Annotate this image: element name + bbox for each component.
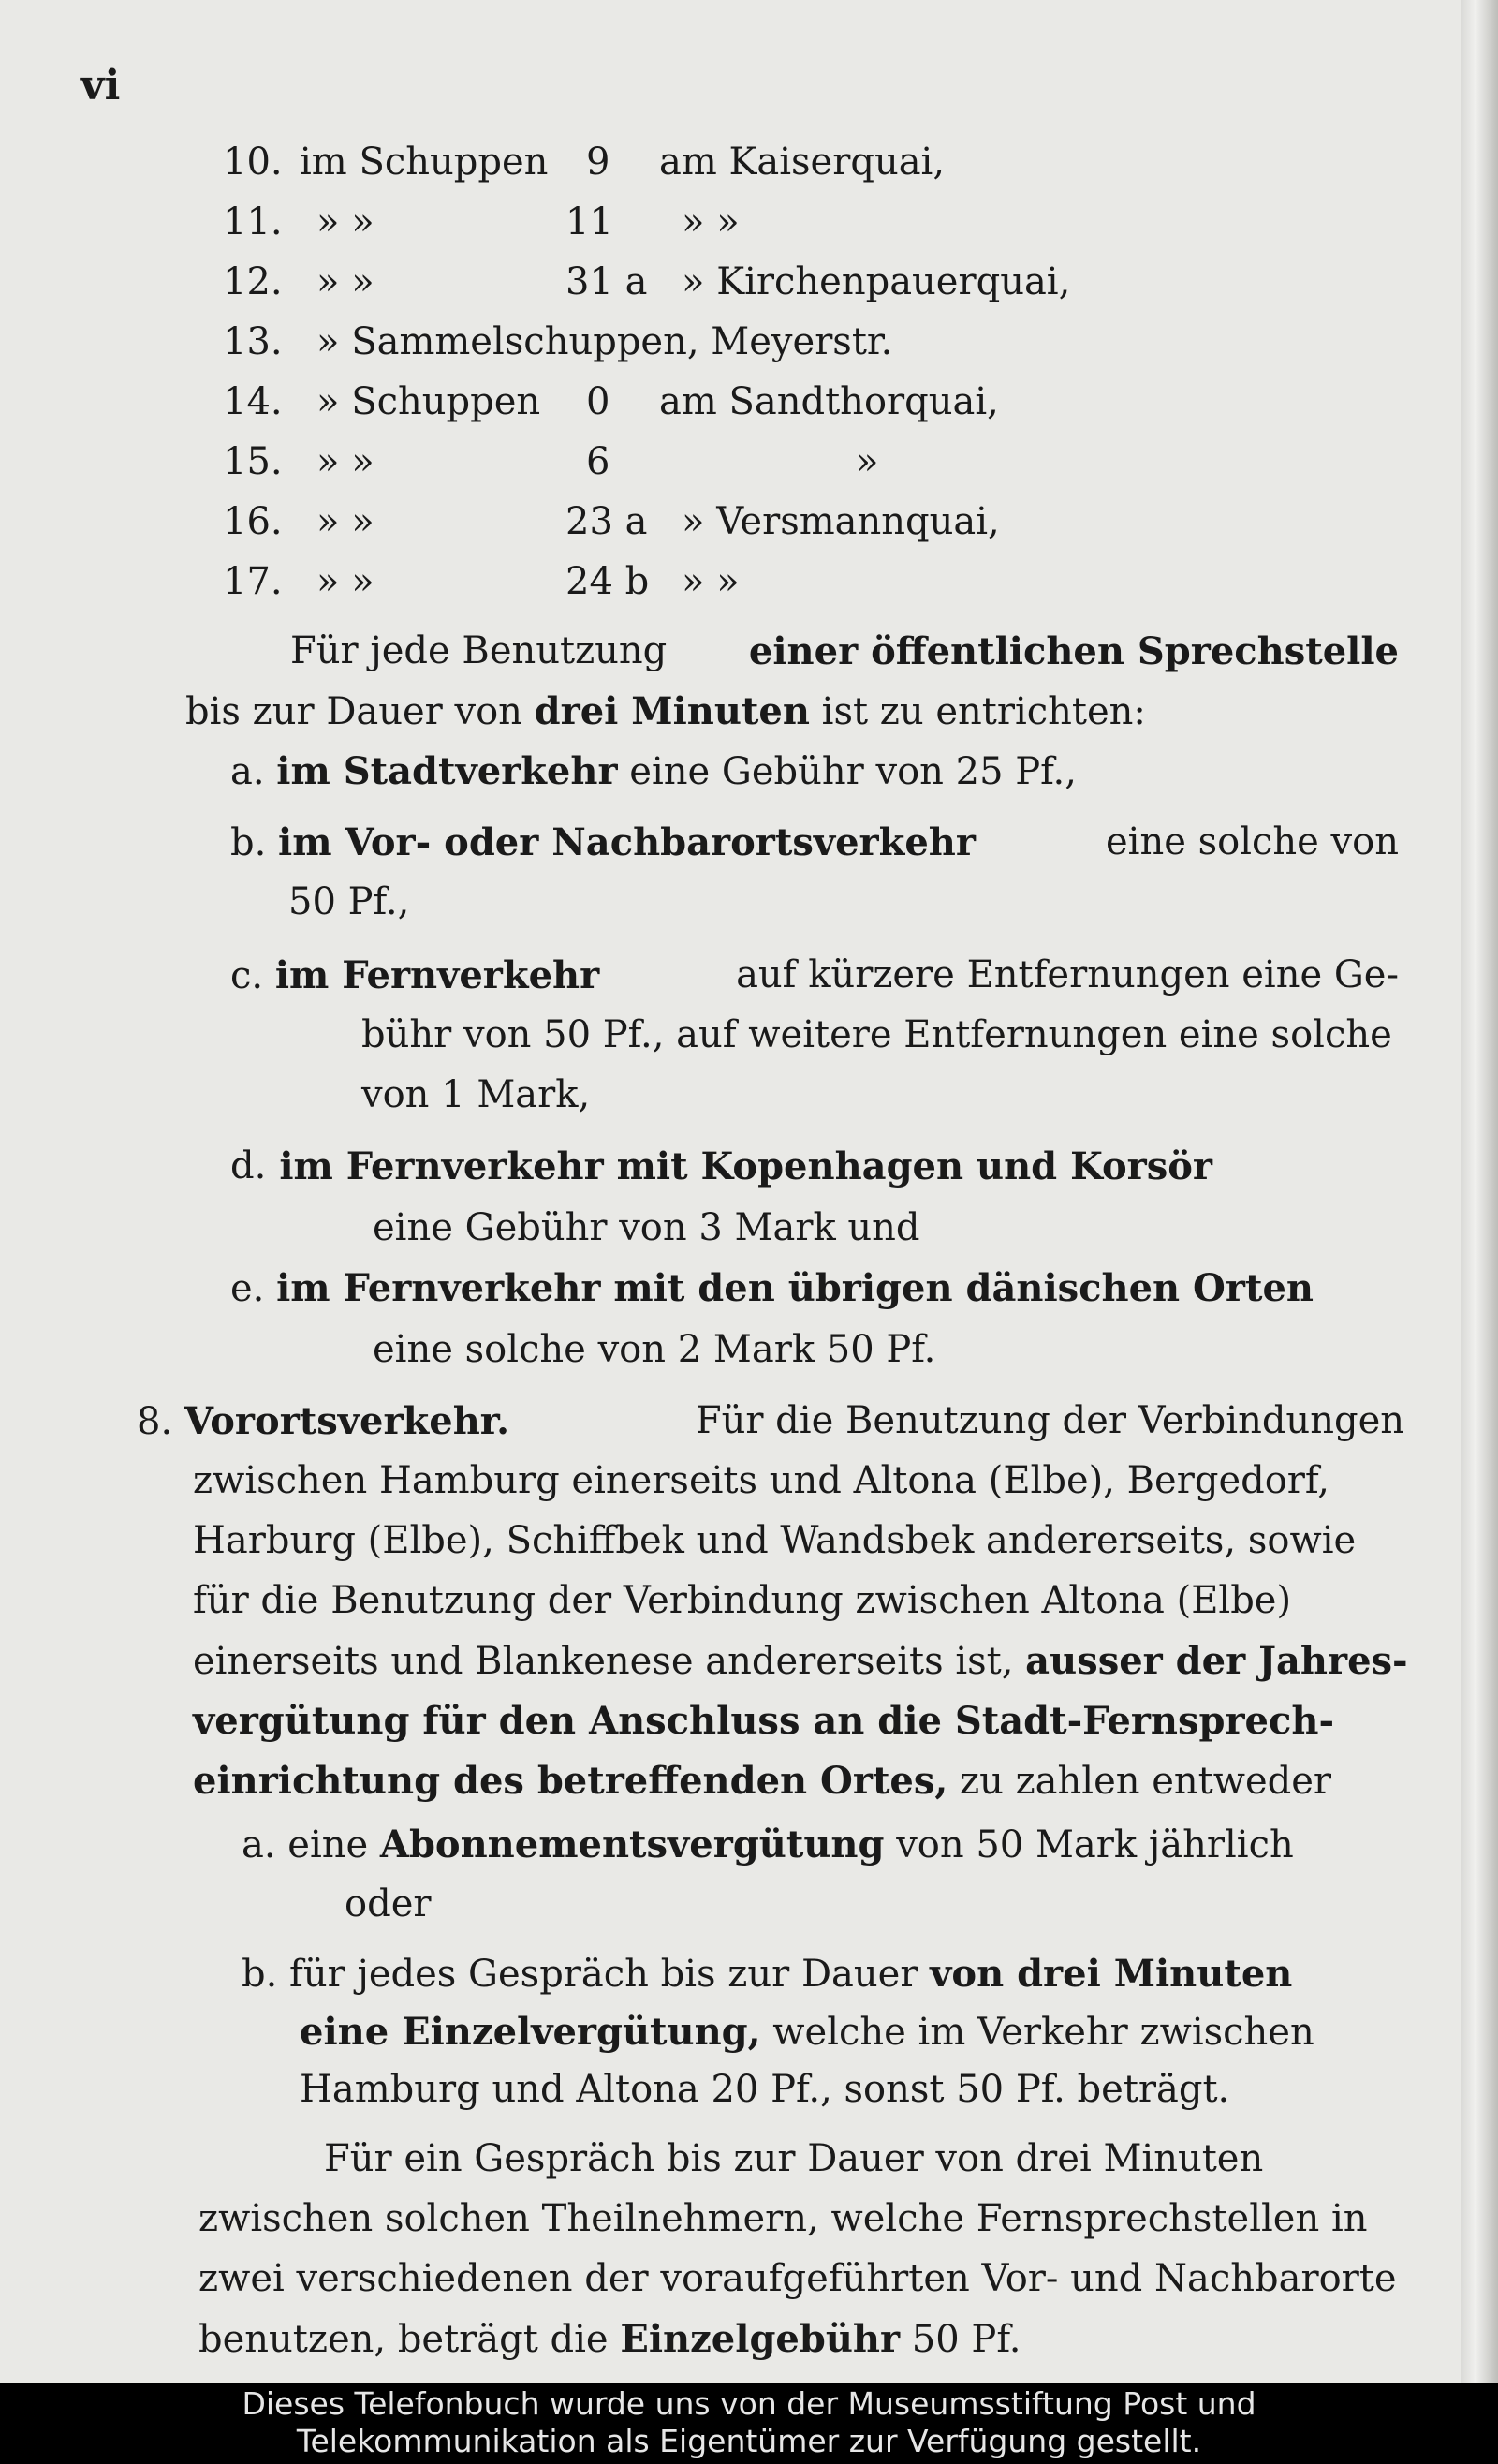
list-item: 10. im Schuppen 9 am Kaiserquai, [223, 140, 946, 184]
section-8-item-a: a. eine Abonnementsvergütung von 50 Mark jährlich [242, 1822, 1294, 1866]
section-8-paragraph: Für ein Gespräch bis zur Dauer von drei Minuten [324, 2137, 1264, 2180]
list-item: 15. » » 6 » [223, 440, 879, 483]
item-b: b. im Vor- oder Nachbarortsverkehr eine solche von [230, 820, 1399, 864]
section-8-paragraph: zwei verschiedenen der voraufgeführten Vor- und Nachbarorte [198, 2257, 1397, 2300]
item-d-line2: eine Gebühr von 3 Mark und [373, 1206, 920, 1249]
list-item: 14. » Schuppen 0 am Sandthorquai, [223, 380, 999, 423]
list-item: 17. » » 24 b » » [223, 560, 740, 603]
item-b-cont: 50 Pf., [288, 880, 410, 923]
item-e-line2: eine solche von 2 Mark 50 Pf. [373, 1328, 936, 1371]
paragraph-line: Für jede Benutzung einer öffentlichen Sprechstelle [290, 629, 1399, 673]
section-8-item-b-line3: Hamburg und Altona 20 Pf., sonst 50 Pf. beträgt. [300, 2068, 1230, 2111]
section-8-item-b: b. für jedes Gespräch bis zur Dauer von drei Minuten [242, 1952, 1293, 1996]
section-8-line: vergütung für den Anschluss an die Stadt-Fernsprech- [193, 1699, 1335, 1743]
paragraph-line: bis zur Dauer von drei Minuten ist zu entrichten: [185, 689, 1146, 733]
section-8-line: für die Benutzung der Verbindung zwischen Altona (Elbe) [193, 1579, 1292, 1622]
item-c-line2: bühr von 50 Pf., auf weitere Entfernungen eine solche [361, 1013, 1392, 1056]
attribution-footer [0, 2383, 1498, 2464]
page-number: vi [81, 62, 121, 110]
list-item: 12. » » 31 a » Kirchenpauerquai, [223, 260, 1071, 303]
section-8-item-a-oder: oder [345, 1882, 432, 1925]
item-a: a. im Stadtverkehr eine Gebühr von 25 Pf., [230, 749, 1077, 793]
section-8-line: zwischen Hamburg einerseits und Altona (Elbe), Bergedorf, [193, 1459, 1330, 1502]
section-8-heading: 8. Vorortsverkehr. Für die Benutzung der Verbindungen [137, 1399, 1404, 1443]
list-item: 13. » Sammelschuppen, Meyerstr. [223, 320, 893, 363]
footer-line: Dieses Telefonbuch wurde uns von der Museumsstiftung Post und [242, 2385, 1256, 2422]
section-8-line: einerseits und Blankenese andererseits ist, ausser der Jahres- [193, 1639, 1408, 1683]
item-c: c. im Fernverkehr auf kürzere Entfernungen eine Ge- [230, 953, 1399, 997]
item-c-line3: von 1 Mark, [361, 1073, 591, 1116]
item-e: e. im Fernverkehr mit den übrigen dänischen Orten [230, 1266, 1314, 1310]
page-edge [1461, 0, 1498, 2383]
section-8-paragraph: benutzen, beträgt die Einzelgebühr 50 Pf. [198, 2317, 1021, 2361]
item-d: d. im Fernverkehr mit Kopenhagen und Korsör [230, 1144, 1212, 1188]
section-8-paragraph: zwischen solchen Theilnehmern, welche Fernsprechstellen in [198, 2197, 1368, 2240]
list-item: 16. » » 23 a » Versmannquai, [223, 500, 1000, 543]
footer-line: Telekommunikation als Eigentümer zur Verfügung gestellt. [296, 2423, 1202, 2459]
list-item: 11. » » 11 » » [223, 200, 740, 243]
section-8-line: Harburg (Elbe), Schiffbek und Wandsbek andererseits, sowie [193, 1519, 1357, 1562]
section-8-line: einrichtung des betreffenden Ortes, zu zahlen entweder [193, 1759, 1332, 1803]
section-8-item-b-line2: eine Einzelvergütung, welche im Verkehr zwischen [300, 2010, 1314, 2054]
